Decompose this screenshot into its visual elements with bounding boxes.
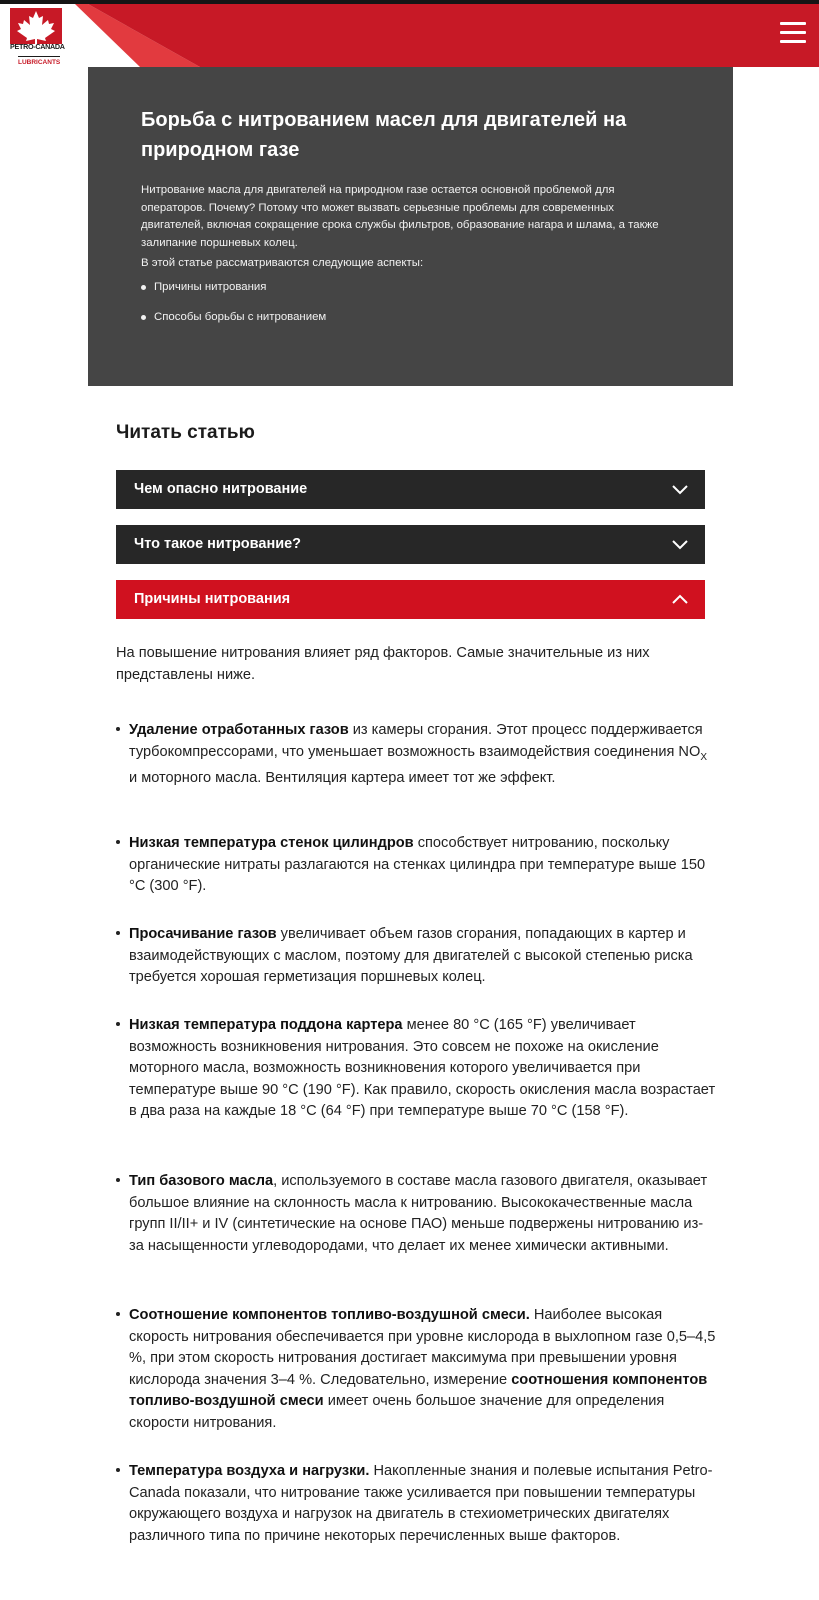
logo-brand-text: PETRO-CANADA [10,42,65,51]
accordion-what-is-nitration[interactable] [116,525,705,564]
cause-bold: Тип базового масла [129,1173,274,1189]
hero-paragraph: В этой статье рассматриваются следующие аспекты: [141,257,424,269]
cause-item [116,1171,716,1257]
cause-bold: Низкая температура стенок цилиндров [129,835,414,851]
cause-bold: Низкая температура поддона картера [129,1017,403,1033]
cause-text: менее 80 °С (165 °F) увеличивает возможность возникновения нитрования. Это совсем не похоже на окисление моторного масла, возможность возникновения которого увеличивается при температуре выше 90 °С (190 °F). Как правило, скорость окисления масла возрастает в два раза на каждые 18 °С (64 °F) при температуре выше 70 °С (158 °F). [129,1017,716,1120]
cause-item [116,1305,716,1435]
accordion-danger-of-nitration[interactable] [116,470,705,509]
accordion-label: Причины нитрования [134,591,291,607]
cause-text: способствует нитрованию, поскольку органические нитраты разлагаются на стенках цилиндра при температуре выше 150 °С (300 °F). [129,835,706,895]
cause-text: Наиболее высокая скорость нитрования обеспечивается при уровне кислорода в выхлопном газе 0,5–4,5 %, при этом скорость нитрования достигает максимума при превышении уровня кислорода значения 3–4 %. Следовательно, измерение [129,1307,716,1388]
accordion-causes-of-nitration[interactable] [116,580,705,619]
read-article-heading: Читать статью [116,422,255,443]
menu-bar [780,40,806,43]
accordion-label: Чем опасно нитрование [134,481,308,497]
article-hero [88,67,733,386]
chevron-down-icon [671,537,689,551]
cause-item [116,720,716,790]
cause-text: Накопленные знания и полевые испытания Petro-Canada показали, что нитрование также усиливается при повышении температуры окружающего воздуха и нагрузок на двигатель в стехиометрических двигателях различного типа по причине некоторых перечисленных выше факторов. [129,1463,713,1544]
cause-bold: Просачивание газов [129,926,277,942]
cause-item [116,1015,716,1123]
cause-bold: Удаление отработанных газов [129,722,349,738]
cause-text: имеет очень большое значение для определения скорости нитрования. [129,1393,665,1431]
petro-canada-logo[interactable] [10,8,64,66]
chevron-down-icon [671,482,689,496]
cause-item [116,924,716,989]
menu-bar [780,22,806,25]
hero-paragraph: Нитрование масла для двигателей на природном газе остается основной проблемой для операторов. Почему? Потому что может вызвать серьезные проблемы для современных двигателей, включая сокращение срока службы фильтров, образование нагара и шлама, а также залипание поршневых колец. [141,184,659,249]
cause-text: , используемого в составе масла газового двигателя, оказывает большое влияние на склонность масла к нитрованию. Высококачественные масла групп II/II+ и IV (синтетические на основе ПАО) меньше подвержены нитрованию из-за насыщенности углеводородами, что делает их менее химически активными. [129,1173,708,1254]
maple-leaf-icon [10,8,62,44]
accordion-label: Что такое нитрование? [134,536,302,552]
logo-subtitle: LUBRICANTS [18,56,60,66]
hero-bullet-list [141,279,326,339]
hero-bullet-item: Способы борьбы с нитрованием [141,309,326,339]
cause-text: и моторного масла. Вентиляция картера имеет тот же эффект. [129,770,556,787]
cause-subscript: X [700,751,707,763]
chevron-up-icon [671,592,689,606]
cause-text: увеличивает объем газов сгорания, попадающих в картер и взаимодействующих с маслом, поэтому для двигателей с высокой степенью риска требуется хорошая герметизация поршневых колец. [129,926,693,986]
cause-item [116,833,716,898]
hamburger-menu-icon[interactable] [780,22,806,48]
cause-bold: Соотношение компонентов топливо-воздушной смеси. [129,1307,530,1323]
article-title: Борьба с нитрованием масел для двигателей на природном газе [141,109,627,161]
cause-item [116,1461,716,1547]
header-background-shapes [0,4,819,67]
cause-text: из камеры сгорания. Этот процесс поддерживается турбокомпрессорами, что уменьшает возможность взаимодействия соединения NO [129,722,703,760]
site-header [0,4,819,67]
menu-bar [780,31,806,34]
cause-bold: соотношения компонентов топливо-воздушной смеси [129,1371,708,1410]
hero-bullet-item: Причины нитрования [141,279,326,309]
cause-bold: Температура воздуха и нагрузки. [129,1463,370,1479]
causes-intro: На повышение нитрования влияет ряд факторов. Самые значительные из них представлены ниже. [116,645,650,683]
